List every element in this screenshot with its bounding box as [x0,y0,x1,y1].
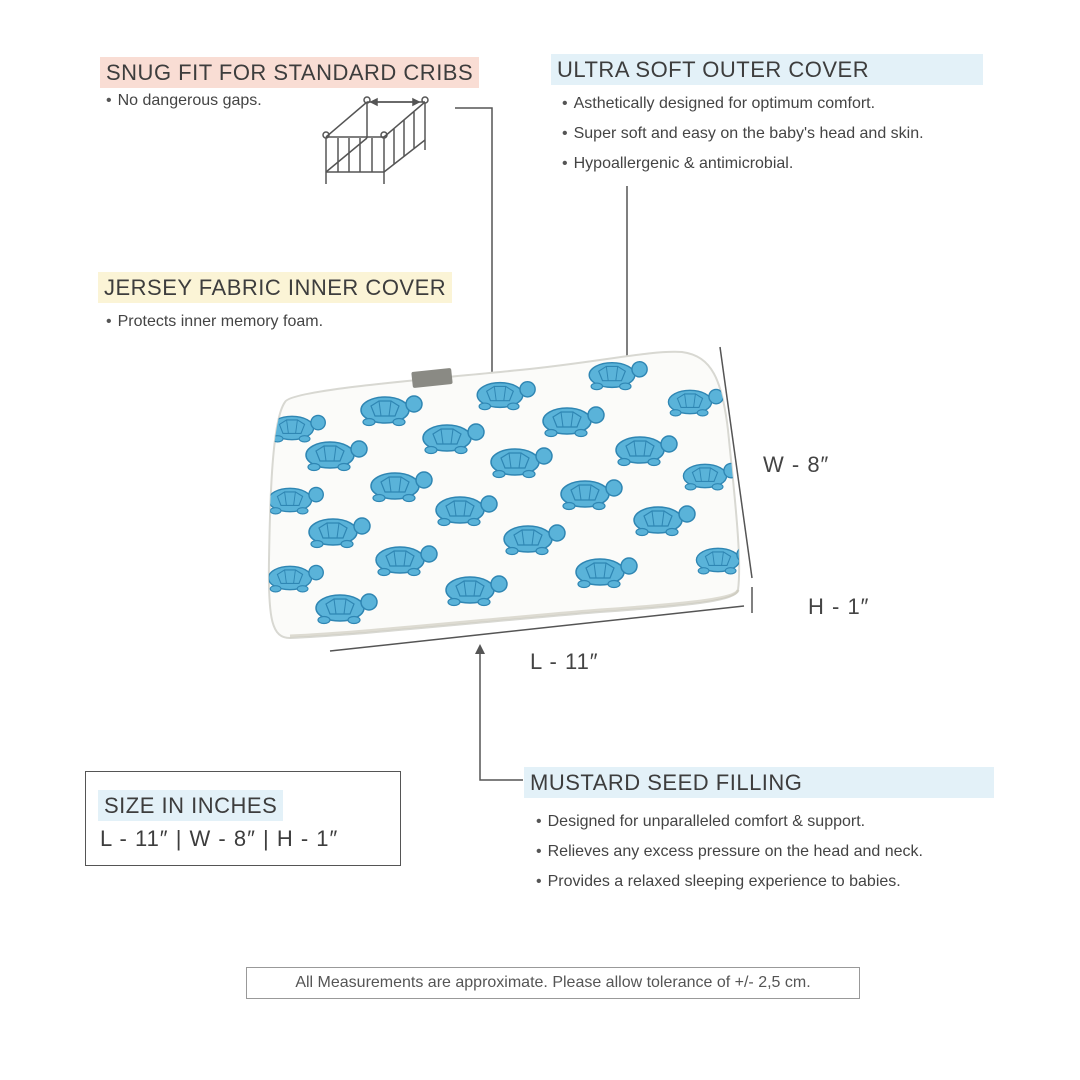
filling-feature-bullets [536,807,923,897]
outer-cover-bullet: • Super soft and easy on the baby's head and skin. [562,119,924,149]
outer-cover-feature-bullets [562,89,924,179]
inner-cover-bullet: • Protects inner memory foam. [106,307,323,337]
filling-bullet: • Provides a relaxed sleeping experience to babies. [536,867,923,897]
size-box-values: L - 11″ | W - 8″ | H - 1″ [100,826,339,851]
inner-cover-feature-title: JERSEY FABRIC INNER COVER [98,272,452,303]
outer-cover-bullet: • Hypoallergenic & antimicrobial. [562,149,924,179]
crib-bullet: • No dangerous gaps. [106,86,262,116]
disclaimer: All Measurements are approximate. Please allow tolerance of +/- 2,5 cm. [246,967,860,999]
filling-feature-title: MUSTARD SEED FILLING [524,767,994,798]
crib-feature-title: SNUG FIT FOR STANDARD CRIBS [100,57,479,88]
length-label: L - 11″ [530,649,599,674]
outer-cover-feature-title: ULTRA SOFT OUTER COVER [551,54,983,85]
filling-bullet: • Designed for unparalleled comfort & support. [536,807,923,837]
height-label: H - 1″ [808,594,870,619]
filling-bullet: • Relieves any excess pressure on the head and neck. [536,837,923,867]
size-box [85,771,401,866]
size-box-title: SIZE IN INCHES [98,790,283,821]
outer-cover-bullet: • Asthetically designed for optimum comfort. [562,89,924,119]
width-label: W - 8″ [763,452,830,477]
inner-cover-feature-bullets [106,307,323,337]
crib-feature-bullets [106,86,262,116]
